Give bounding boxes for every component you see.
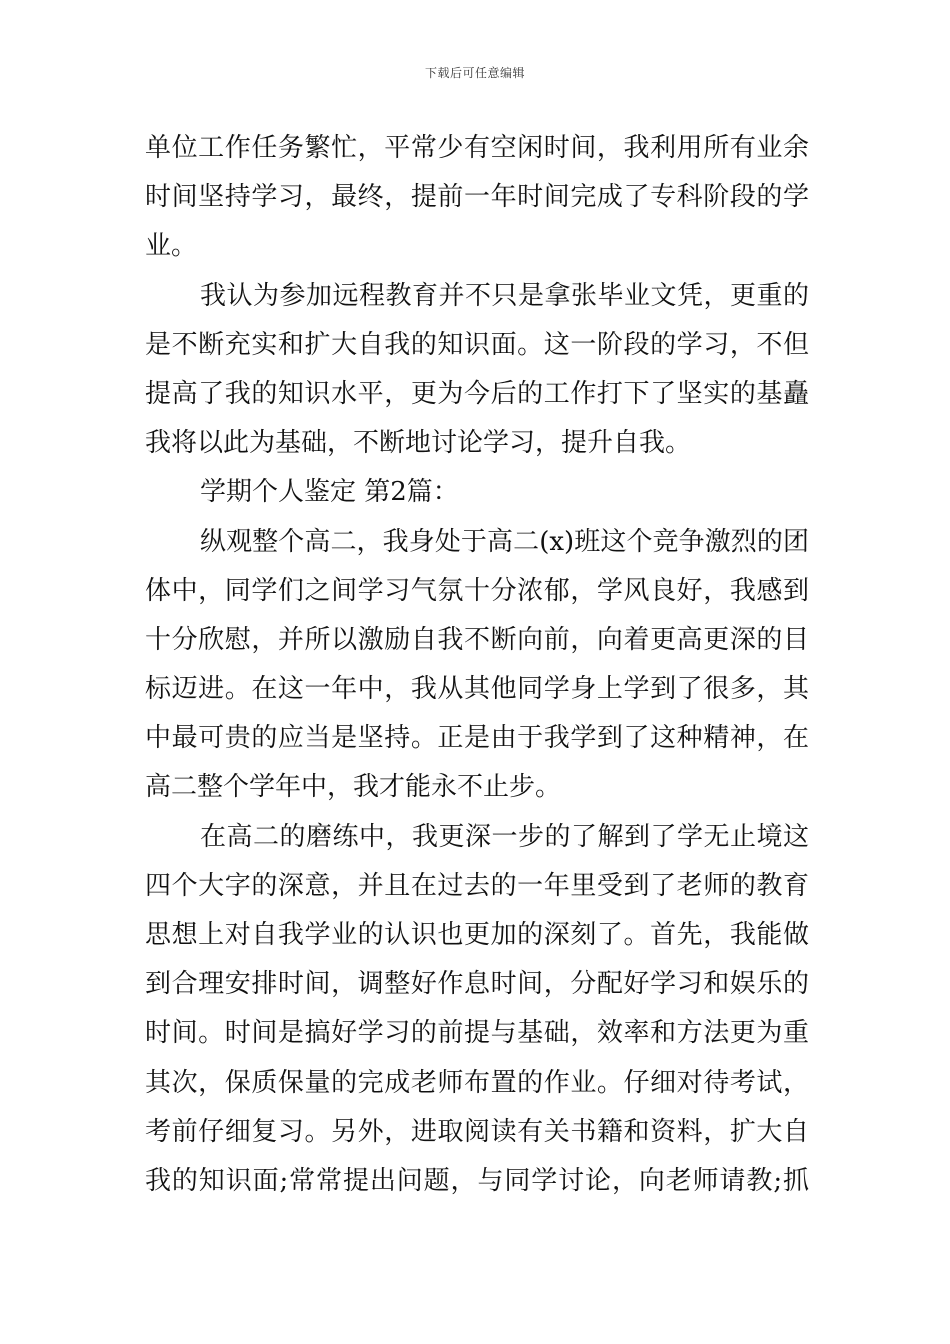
- text-line: 标迈进。在这一年中，我从其他同学身上学到了很多，其: [145, 674, 809, 705]
- text-line: 其次，保质保量的完成老师布置的作业。仔细对待考试，: [145, 1067, 809, 1098]
- text-line: 到合理安排时间，调整好作息时间，分配好学习和娱乐的: [145, 969, 809, 1000]
- text-line: 高二整个学年中，我才能永不止步。: [145, 772, 562, 803]
- text-line: 中最可贵的应当是坚持。正是由于我学到了这种精神，在: [145, 723, 809, 754]
- text-line: 考前仔细复习。另外，进取阅读有关书籍和资料，扩大自: [145, 1116, 809, 1147]
- text-line: 四个大字的深意，并且在过去的一年里受到了老师的教育: [145, 870, 809, 901]
- text-line: 十分欣慰，并所以激励自我不断向前，向着更高更深的目: [145, 624, 809, 655]
- text-line: 提高了我的知识水平，更为今后的工作打下了坚实的基矗: [145, 378, 809, 409]
- text-line: 我将以此为基础，不断地讨论学习，提升自我。: [145, 428, 692, 459]
- paragraph: [145, 124, 809, 272]
- text-line: 时间。时间是搞好学习的前提与基础，效率和方法更为重: [145, 1018, 809, 1049]
- text-line: 我认为参加远程教育并不只是拿张毕业文凭，更重的: [200, 280, 809, 311]
- text-line: 是不断充实和扩大自我的知识面。这一阶段的学习，不但: [145, 329, 809, 360]
- text-line: 业。: [145, 231, 198, 262]
- section-heading: [145, 468, 809, 517]
- heading-line: 学期个人鉴定 第2篇：: [200, 477, 459, 508]
- text-line: 我的知识面;常常提出问题，与同学讨论，向老师请教;抓: [145, 1165, 809, 1196]
- text-line: 思想上对自我学业的认识也更加的深刻了。首先，我能做: [145, 920, 809, 950]
- text-line: 单位工作任务繁忙，平常少有空闲时间，我利用所有业余: [145, 133, 809, 163]
- text-line: 体中，同学们之间学习气氛十分浓郁，学风良好，我感到: [145, 575, 809, 606]
- document-body: [145, 124, 809, 1206]
- page-header: 下载后可任意编辑: [424, 66, 525, 80]
- text-line: 纵观整个高二，我身处于高二(x)班这个竞争激烈的团: [200, 526, 809, 557]
- paragraph: [145, 272, 809, 469]
- text-line: 在高二的磨练中，我更深一步的了解到了学无止境这: [200, 821, 809, 852]
- paragraph: [145, 813, 809, 1207]
- text-line: 时间坚持学习，最终，提前一年时间完成了专科阶段的学: [145, 182, 809, 213]
- paragraph: [145, 518, 809, 813]
